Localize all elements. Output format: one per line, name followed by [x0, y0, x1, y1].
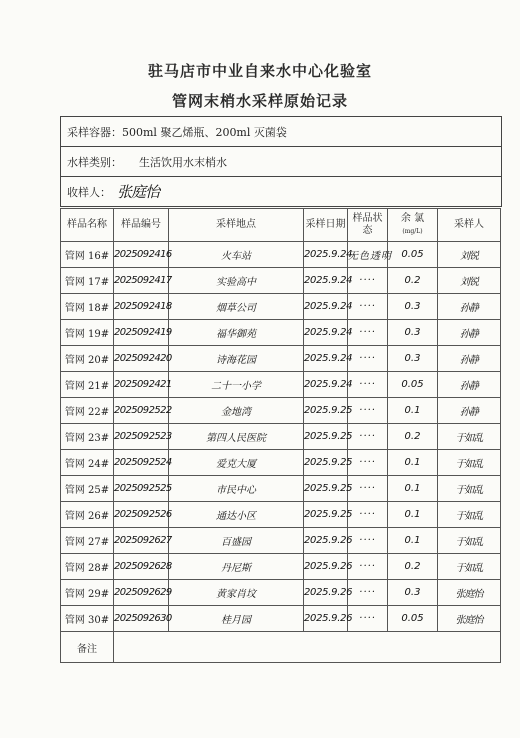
sampling-date-cell: 2025.9.24 [304, 372, 348, 398]
table-row [61, 450, 501, 476]
sampling-date-cell: 2025.9.25 [304, 398, 348, 424]
sampler-signature-cell: 于如乱 [438, 424, 501, 450]
sampling-date-cell: 2025.9.25 [304, 450, 348, 476]
residual-chlorine-cell: 0.2 [388, 268, 438, 294]
sample-name-cell: 管网 24# [61, 450, 114, 476]
residual-chlorine-cell: 0.05 [388, 372, 438, 398]
sample-name-cell: 管网 30# [61, 606, 114, 632]
remarks-cell [114, 632, 501, 663]
table-header-row [61, 209, 501, 242]
sampler-signature-cell: 孙静 [438, 294, 501, 320]
table-row [61, 294, 501, 320]
container-row [61, 117, 501, 147]
sample-code-cell: 2025092630 [114, 606, 169, 632]
sampling-site-cell: 金地湾 [169, 398, 304, 424]
sample-name-cell: 管网 27# [61, 528, 114, 554]
header-sample-state: 样品状态 [348, 209, 388, 242]
sample-name-cell: 管网 16# [61, 242, 114, 268]
sample-state-cell: ···· [348, 398, 388, 424]
header-sample-code: 样品编号 [114, 209, 169, 242]
sample-code-cell: 2025092524 [114, 450, 169, 476]
header-sample-name: 样品名称 [61, 209, 114, 242]
header-sampling-site: 采样地点 [169, 209, 304, 242]
table-row [61, 580, 501, 606]
sampling-site-cell: 诗海花园 [169, 346, 304, 372]
sampler-signature-cell: 于如乱 [438, 450, 501, 476]
sampling-date-cell: 2025.9.24 [304, 294, 348, 320]
header-sampling-date: 采样日期 [304, 209, 348, 242]
sampler-signature-cell: 孙静 [438, 320, 501, 346]
sample-name-cell: 管网 19# [61, 320, 114, 346]
sample-state-cell: ···· [348, 268, 388, 294]
sampling-date-cell: 2025.9.25 [304, 476, 348, 502]
residual-chlorine-cell: 0.2 [388, 424, 438, 450]
chlorine-unit: (mg/L) [402, 227, 423, 235]
sampling-date-cell: 2025.9.25 [304, 502, 348, 528]
container-value: 500ml 聚乙烯瓶、200ml 灭菌袋 [122, 125, 287, 139]
sample-name-cell: 管网 23# [61, 424, 114, 450]
sample-name-cell: 管网 18# [61, 294, 114, 320]
remarks-row [61, 632, 501, 663]
sample-state-cell: ···· [348, 606, 388, 632]
sampling-date-cell: 2025.9.26 [304, 528, 348, 554]
table-body [61, 242, 501, 632]
table-row [61, 606, 501, 632]
sample-name-cell: 管网 26# [61, 502, 114, 528]
residual-chlorine-cell: 0.1 [388, 398, 438, 424]
residual-chlorine-cell: 0.1 [388, 528, 438, 554]
table-row [61, 320, 501, 346]
sampling-date-cell: 2025.9.24 [304, 320, 348, 346]
residual-chlorine-cell: 0.1 [388, 476, 438, 502]
table-row [61, 476, 501, 502]
residual-chlorine-cell: 0.1 [388, 450, 438, 476]
sample-code-cell: 2025092525 [114, 476, 169, 502]
sample-state-cell: ···· [348, 294, 388, 320]
table-row [61, 242, 501, 268]
sampler-signature-cell: 于如乱 [438, 528, 501, 554]
sampler-signature-cell: 孙静 [438, 398, 501, 424]
sample-code-cell: 2025092629 [114, 580, 169, 606]
sampling-date-cell: 2025.9.25 [304, 424, 348, 450]
sampling-date-cell: 2025.9.24 [304, 268, 348, 294]
sample-name-cell: 管网 22# [61, 398, 114, 424]
sample-name-cell: 管网 28# [61, 554, 114, 580]
sample-state-cell: ···· [348, 346, 388, 372]
header-residual-chlorine [388, 209, 438, 242]
header-sampler: 采样人 [438, 209, 501, 242]
sampler-signature-cell: 刘锐 [438, 242, 501, 268]
sample-state-cell: ···· [348, 502, 388, 528]
sampler-signature-cell: 于如乱 [438, 476, 501, 502]
water-type-value: 生活饮用水末梢水 [139, 155, 227, 169]
sampler-signature-cell: 张庭怡 [438, 606, 501, 632]
sample-code-cell: 2025092523 [114, 424, 169, 450]
sampling-site-cell: 福华御苑 [169, 320, 304, 346]
lab-title: 驻马店市中业自来水中心化验室 [147, 62, 372, 80]
table-row [61, 424, 501, 450]
chlorine-label: 余 氯 [400, 212, 425, 224]
table-row [61, 372, 501, 398]
sample-code-cell: 2025092416 [114, 242, 169, 268]
sample-state-cell: ···· [348, 372, 388, 398]
table-row [61, 268, 501, 294]
sample-code-cell: 2025092522 [114, 398, 169, 424]
sampler-signature-cell: 张庭怡 [438, 580, 501, 606]
sampling-site-cell: 通达小区 [169, 502, 304, 528]
table-row [61, 554, 501, 580]
remarks-label: 备注 [61, 632, 114, 663]
sampling-site-cell: 爱克大厦 [169, 450, 304, 476]
sampling-table [60, 208, 501, 663]
sampler-signature-cell: 刘锐 [438, 268, 501, 294]
table-row [61, 398, 501, 424]
record-title: 管网末梢水采样原始记录 [171, 92, 348, 110]
sampling-site-cell: 丹尼斯 [169, 554, 304, 580]
sampling-site-cell: 市民中心 [169, 476, 304, 502]
residual-chlorine-cell: 0.2 [388, 554, 438, 580]
sampling-site-cell: 二十一小学 [169, 372, 304, 398]
residual-chlorine-cell: 0.05 [388, 606, 438, 632]
sampler-signature-cell: 孙静 [438, 372, 501, 398]
sample-state-cell: ···· [348, 554, 388, 580]
sample-code-cell: 2025092421 [114, 372, 169, 398]
sampling-site-cell: 黄家肖坟 [169, 580, 304, 606]
sample-name-cell: 管网 17# [61, 268, 114, 294]
sampling-site-cell: 烟草公司 [169, 294, 304, 320]
sample-code-cell: 2025092628 [114, 554, 169, 580]
sample-state-cell: ···· [348, 320, 388, 346]
sampling-site-cell: 桂月园 [169, 606, 304, 632]
sample-code-cell: 2025092627 [114, 528, 169, 554]
sample-name-cell: 管网 25# [61, 476, 114, 502]
residual-chlorine-cell: 0.3 [388, 294, 438, 320]
sample-code-cell: 2025092420 [114, 346, 169, 372]
table-row [61, 528, 501, 554]
collector-row [61, 177, 501, 207]
water-type-label: 水样类别： [67, 155, 122, 169]
residual-chlorine-cell: 0.3 [388, 320, 438, 346]
collector-signature: 张庭怡 [117, 183, 160, 201]
sampling-date-cell: 2025.9.26 [304, 580, 348, 606]
sampler-signature-cell: 于如乱 [438, 502, 501, 528]
sampling-site-cell: 火车站 [169, 242, 304, 268]
sampling-site-cell: 实验高中 [169, 268, 304, 294]
sample-code-cell: 2025092526 [114, 502, 169, 528]
residual-chlorine-cell: 0.3 [388, 346, 438, 372]
sample-state-cell: ···· [348, 450, 388, 476]
sample-state-cell: ···· [348, 580, 388, 606]
sample-state-cell: 无色透明 [348, 242, 388, 268]
residual-chlorine-cell: 0.1 [388, 502, 438, 528]
collector-label: 收样人： [67, 185, 111, 199]
sample-state-cell: ···· [348, 528, 388, 554]
container-label: 采样容器： [67, 125, 122, 139]
sampler-signature-cell: 于如乱 [438, 554, 501, 580]
sampling-site-cell: 百盛园 [169, 528, 304, 554]
table-row [61, 502, 501, 528]
residual-chlorine-cell: 0.05 [388, 242, 438, 268]
sampler-signature-cell: 孙静 [438, 346, 501, 372]
table-row [61, 346, 501, 372]
sampling-date-cell: 2025.9.24 [304, 242, 348, 268]
sample-info [60, 116, 502, 207]
sampling-date-cell: 2025.9.26 [304, 554, 348, 580]
sample-state-cell: ···· [348, 424, 388, 450]
sampling-site-cell: 第四人民医院 [169, 424, 304, 450]
sample-code-cell: 2025092418 [114, 294, 169, 320]
water-type-row [61, 147, 501, 177]
sample-state-cell: ···· [348, 476, 388, 502]
sampling-date-cell: 2025.9.24 [304, 346, 348, 372]
residual-chlorine-cell: 0.3 [388, 580, 438, 606]
sampling-date-cell: 2025.9.26 [304, 606, 348, 632]
sample-name-cell: 管网 20# [61, 346, 114, 372]
sample-code-cell: 2025092419 [114, 320, 169, 346]
sample-name-cell: 管网 29# [61, 580, 114, 606]
sample-code-cell: 2025092417 [114, 268, 169, 294]
sample-name-cell: 管网 21# [61, 372, 114, 398]
